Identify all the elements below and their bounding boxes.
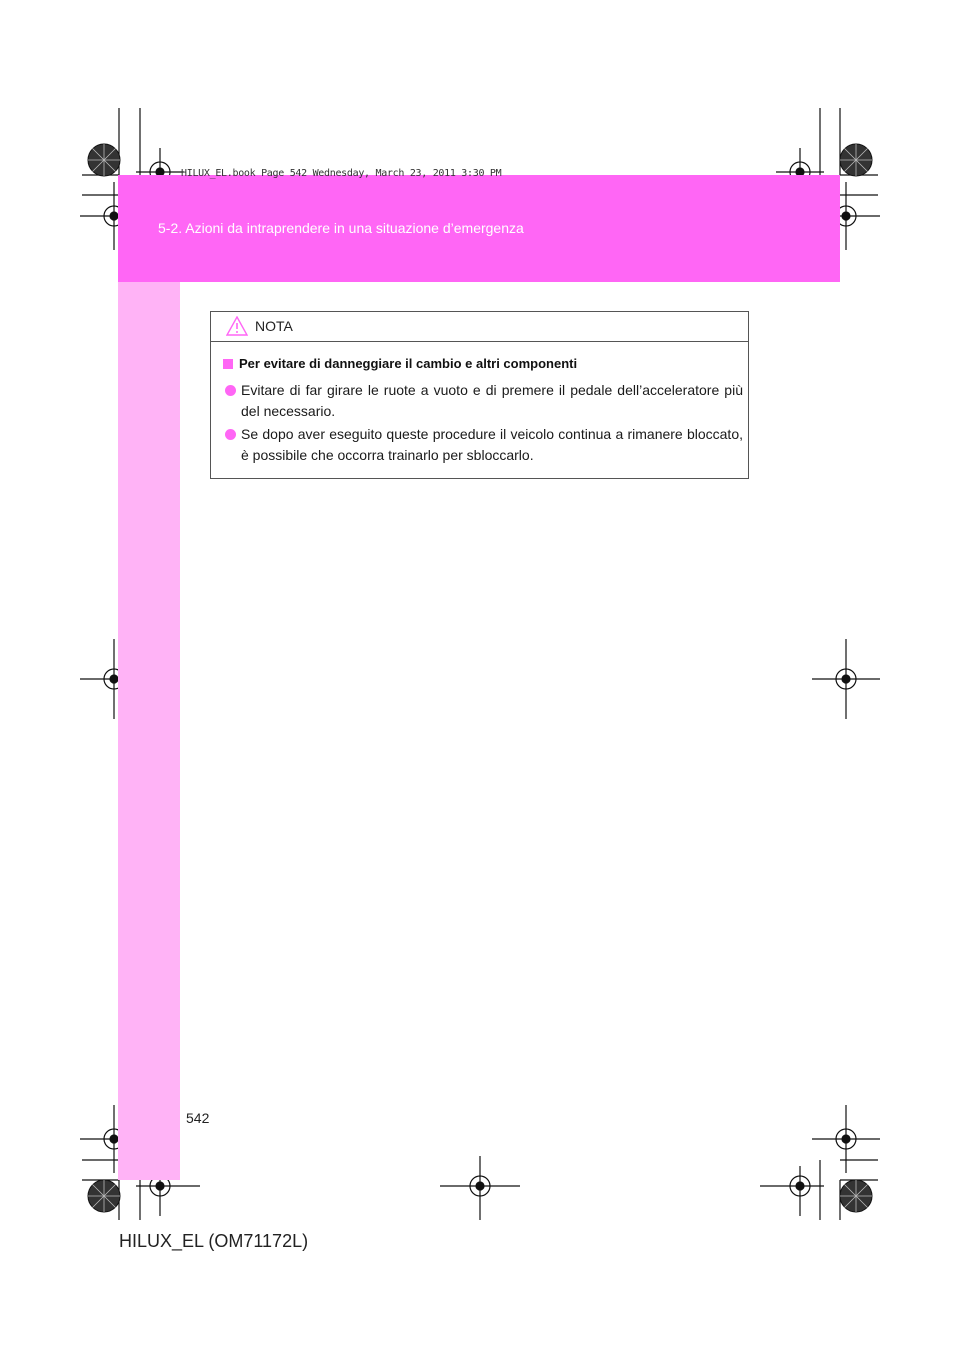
section-title: 5-2. Azioni da intraprendere in una situazione d’emergenza [158, 220, 524, 236]
notice-label: NOTA [255, 318, 293, 334]
list-item [223, 380, 743, 422]
print-stamp: HILUX_EL.book Page 542 Wednesday, March 23, 2011 3:30 PM [181, 168, 502, 179]
page-number: 542 [186, 1110, 210, 1126]
list-item [223, 424, 743, 466]
square-bullet-icon [223, 359, 233, 369]
list-item-text: Evitare di far girare le ruote a vuoto e di premere il pedale dell’acceleratore più del necessario. [241, 382, 743, 419]
bullet-icon [225, 385, 236, 396]
side-color-strip [118, 175, 180, 1180]
notice-box [210, 311, 749, 479]
manual-code: HILUX_EL (OM71172L) [119, 1231, 309, 1251]
warning-triangle-icon [226, 316, 248, 336]
list-item-text: Se dopo aver eseguito queste procedure il veicolo continua a rimanere bloccato, è possibile che occorra trainarlo per sbloccarlo. [241, 426, 743, 463]
notice-header [211, 312, 748, 342]
notice-heading-text: Per evitare di danneggiare il cambio e altri componenti [239, 356, 578, 371]
bullet-icon [225, 429, 236, 440]
notice-section-heading [223, 356, 577, 371]
